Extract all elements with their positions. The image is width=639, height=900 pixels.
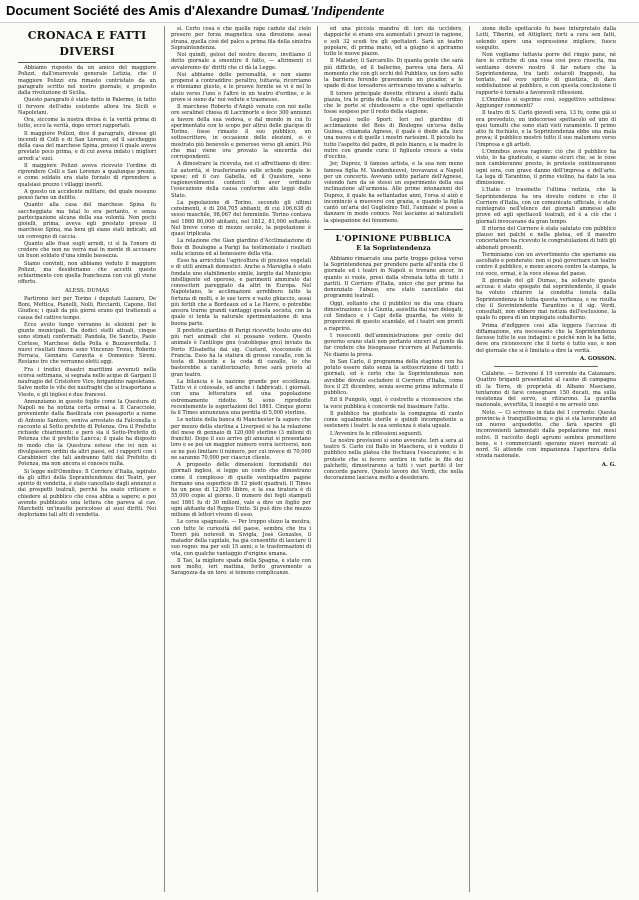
- paragraph: A dimostrare la ricevuta, noi ci affrettiamo di dire: Le autorità, si trasferiranno sulle schede pagate le spese; ed il cav. Gabella, ed il Questore, sono ragionevolmente contenti di aver ordinato l'esecuzione della causa conforme alle leggi dello Stato.: [171, 161, 311, 199]
- paragraph: Esso ha arricchita l'agricoltura di preziosi vegetali e di utili animali domestici. Anche a Marsiglia è stato fondato uno stabilimento simile, largito dal Municipio intelligente ed operoso, e parimenti ammirato dai conoscitori pareggiato da altri in Europa. Nel Napoletano, le acclimazioni avrebbero fatto la fortuna di molti, e le sue terre e vasto ghiaccio, assai più fertili che a Bordeaux ed a Le Havre, o potrebbe ancora trarne grandi vantaggi questa società, con la quale si tenta la naturale sperimentazione di una buona parte.: [171, 258, 311, 327]
- paragraph: Abbiamo risposto da un amico del maggiore Polizzi, dall'onorevole generale Letizia, che il maggiore Polizzi era rimasto contristato da un paragrafo scritto nel nostro giornale, e proposto dalla rivoluzione di Sicilia.: [18, 65, 156, 96]
- paragraph: Il Matador, il Sarcarello. Di quanta gente che sarà più difficile, ed il ballerino, pareva una fiera. Al momento che con gli occhi del Pubblico, un toro saltò la barriera ferendo gravemente un picador, e le spade di due toreadores arrivarono invano a salvarlo.: [324, 58, 463, 90]
- paragraph: Terminiamo con un avvertimento che speriamo sia ascoltato e ponderato: non si può governare un teatro contro il pubblico, e meno ancora contro la stampa, la cui voce, ormai, è la voce stessa del paese.: [476, 251, 616, 277]
- column-4: [476, 26, 616, 892]
- paragraph: Il marchese Roberto d'Angiò venuto con noi nelle ore seralinel chiesa di Lacrimorte e fece 300 annunzi a favore della sua vedova, e dal mondo in cui fu sperimentato con lo scopo per altrui delle giacque di Torino, fosse rimasto il suo pubblico, un sottoscrittore, in occasione delle elezioni, si è mostrato più benevolo e generoso verso gli amici. Più che mai viene ora provato la sincerità dei corrispondenti.: [171, 104, 311, 160]
- divider: [494, 366, 598, 367]
- paragraph: Il Tao, la migliore spada della Spagna, è stato con non molto, ieri mattina, ferito gravemente a Saragozza da un toro: si temono complicanze.: [171, 557, 311, 577]
- paragraph: Il ritorno del Corriere è stato salutato con pubblico plauso nei palchi e nella platea, ed il maestro concertatore ha ricevuto le congratulazioni di tutti gli abbonati presenti.: [476, 225, 616, 251]
- column-1: [18, 26, 156, 892]
- paragraph: I resoconti dell'amministrazione per conto del governo erano stati non pertanto sinceri al punto da far credere che bisognasse ricorrere al Parlamento. Ne diamo la prova.: [324, 332, 463, 358]
- paragraph: Il prefetto giardino di Parigi ricevette tosto uno dei più rari animali che si possano vedere. Questo animale è l'antilope gnu (catoblepas gnu) inviato da Porto Elisabetta dai sig. Custard, viceconsole di Francia. Esso ha la statura di grosso cavallo, con la testa di bisonte e la coda di cavallo, lo che basterebbe a caratterizzarlo; forse sarà presto al gran teatro.: [171, 327, 311, 378]
- paragraph: Calabrie. — Scrivono il 19 corrente da Catanzaro. Quattro briganti presentatisi al casino di campagna di la Torre, di proprietà di Albano Masciano, tentarono di farsi consegnare 150 ducati, ma sulla resistenza del servo, si ritirarono. La guardia nazionale, avvertita, li inseguì e ne arrestò uno.: [476, 371, 616, 409]
- column-3: [324, 26, 463, 892]
- paragraph: La popolazione di Torino, secondo gli ultimi censimenti, è di 204,705 abitanti, di cui 106,638 di sesso maschile, 98,067 del femminile. Torino contava nel 1860 80,000 abitanti, nel 1812, 81,000 soltanto. Nel breve corso di mezzo secolo, la popolazione è quasi triplicata.: [171, 199, 311, 237]
- paragraph: In San Carlo, il programma della stagione non ha potuto essere dato senza la sottoscrizione di tutti i giornali, ed è certo che la Soprintendenza non avrebbe dovuto escludere il Corriere d'Italia, come fece il 25 dicembre, senza averne prima informato il pubblico.: [324, 358, 463, 396]
- paragraph: A questo un accidente militare, del quale nessuno pensò farne un delitto.: [18, 188, 156, 201]
- section-heading-cronaca: CRONACA E FATTI DIVERSI: [18, 28, 156, 63]
- paragraph: Noi abbiamo delle personalità, e non siamo propensi a contraddire: peraltro, tuttavia, ricorriamo e riteniamo giusto, e le pruove fornite se vi è nel lo stato verso l'uno o l'altro in un teatro d'ordine, e le prove si sieno da' noi vedute e trasmesse.: [171, 71, 311, 103]
- newspaper-masthead: L'Indipendente: [302, 3, 385, 18]
- paragraph: Si legge nell'Omnibus: Il Corriere d'Italia, ispirato da gli uffici della Sopraintendenza dei Teatri, per spirito di vendetta, è stato cancellato dagli annunzi e dai prospetti teatrali, perchè ha osato criticare e chiedere al pubblico che cosa abbia a sapere; e poi avendo pubblicato una lettera che pareva al cav. Marchetti un'insulto pericoloso ai suoi diritti. Noi deploriamo tali atti di vendetta.: [18, 468, 156, 519]
- signature-gosson: A. GOSSON.: [579, 355, 616, 362]
- paragraph: L'Italie ci trasmette l'ultima notizia, che la Soprintendenza ha ora dovuto cedere e che il Corriere d'Italia, con un comunicato ufficiale, è stato reintegrato nell'elenco dei giornali ammessi alle prove ed agli spettacoli teatrali, ed è a ciò che i giornali invocavano da gran tempo.: [476, 187, 616, 225]
- paragraph: Jer, Duprez, il famoso artista, e la sua non meno famosa figlia M. Vandenheuvel, trovavansi a Napoli per un concerto. Avevano udito parlare dell'Agnese, volendo fare da sè stessi un esperimento della sua inclinazione all'armonia. Alle prime intonazioni del Duprez, il quale ha settantadue anni, l'orsa si alzò e incominciò a muoversi con grazia, e quando la figlia cantò un'aria del Guglielmo Tell, l'animale si pose a danzare in modo comico. Noi lasciamo ai naturalisti la spiegazione del fenomeno.: [324, 161, 463, 224]
- document-title: Document Société des Amis d'Alexandre Dumas: [6, 3, 305, 18]
- column-rule: [317, 26, 318, 892]
- paragraph: La relazione che Gian giardino d'Acclimatazione di Bois di Boulogne a Parigi ha testimoniato i risultati sulla scienza ed al benessere della vita.: [171, 238, 311, 257]
- signature-ag: A. G.: [601, 461, 616, 468]
- paragraph: Ed il Pungolo, oggi, è costretto a riconoscere che la voce pubblica è concorde nel biasimare l'atto.: [324, 397, 463, 410]
- paragraph: La bilancia è la nazione grande per eccellenza. Tutto vi è colossale, ed anche i fabbricati, i giornali, con una letteratura ed una popolazione estremamente ridotte. Si sono riprodotte recentemente le esportazioni del 1861. Cinque giorni fa il Times annunziava una perdita di 5,000 sterline.: [171, 378, 311, 416]
- paragraph: Siamo convinti, non abbiamo veduto il maggiore Polizzi, ma desideriamo che accetti questo schiarimento con quella franchezza con cui gli viene offerto.: [18, 260, 156, 286]
- column-2: [171, 26, 311, 892]
- column-rule: [469, 26, 470, 892]
- paragraph: A proposito delle dimensioni formidabili dei giornali inglesi, si legge un conto che dimostrano come il complesso di quelle ventiquattro pagine formano una superficie di 12 piedi quadrati. Il Times ha un peso di 12,500 libbre, e la sua tiratura è di 55,000 copie al giorno. Il numero dei fogli stampati nel 1861 fu di 30 milioni, vale a dire un foglio per ogni abitante del Regno Unito. Si può dire che mezzo milione di lettori vivono di esso.: [171, 462, 311, 518]
- paragraph: Annunziamo in questo foglio come la Questura di Napoli ne ha notizia certa ormai a. Il Caracciolo, proveniente dalla Basilicata con passaporto a nome di Antonio Santoro, veniva arrestato da Falconella e racconto al Sotto prefetto di Potenza. Ora il Prefetto richiede chiarimenti; e però sia il Sotto-Prefetto di Potenza che il prefetto Lancca; il quale ha disposto in modo che la Questura estese che ivi non si divulgassero ordini da altri paesi, ed i rapporti con i Carabinieri che tali andranno fatti dal Prefetto di Potenza, ma non ancora si conosce nulla.: [18, 398, 156, 468]
- paragraph: Leggesi nello Sport: Ieri nel giardino di acclimazione del Bois di Boulogne un'orsa della Guinea, chiamata Agnese, il quale è diede alla luce una nuova e di quelle i mostri rarissimi. Il piccolo ha tutto l'aspetto del padre, di pelo bianco, e la madre lo nutre con grande cura: il figliuolo cresce a vista d'occhio.: [324, 116, 463, 160]
- paragraph: Le corse spagnuole. — Per troppo stizzo la mostra, con tutte le curiosità del paese, sembra che tra i Toreri più notevoli in Sivigla, Josè Gonzales, il matador della capitale, ha già consentito di lasciare il suo regno: ma per soli 15 anni; e le trasformazioni di vita, con qualche vantaggio d'origine umana.: [171, 519, 311, 557]
- signature-dumas: ALESS. DUMAS: [65, 287, 109, 294]
- paragraph: Il torero principale dovette ritirarsi a stenti dalla piazza, tra le grida della folla: e il Presidente ordinò che le porte si chiudessero e che ogni spettacolo fosse sospeso per il resto della stagione.: [324, 90, 463, 116]
- paragraph: Noi quindi, gelosi del nostro decoro, invitiamo il detto giornale a smentire il fatto, — altrimenti ci avvaleremo de' diritti che ci dà la Legge.: [171, 52, 311, 71]
- paragraph: ed una piccola mandra di tori da uccidere, dappoichè si erano ora aumentati i prezzi in ragione, e soli 32 scudi tra gli spettatori. Sarà un teatro popolare, di prima mano, ed a giugno si apriranno tutte le nuove piazze.: [324, 26, 463, 57]
- title-bar: [0, 0, 639, 23]
- paragraph: Fra i tredici disastri marittimi avvenuti nella scorsa settimana, si segnala nelle acque di Gargani il naufragio del Cristoforo Vico, brigantino napoletano. Salve molte le vite dei naufraghi che si trasportano a Vieste, e gli inglesi e due francesi.: [18, 366, 156, 398]
- paragraph: zione dello spettacolo fu base interpretato dalla Lotti, Tiberini, ed Attiglieri; forti a cera sen fatti, solendo opere una espressione migliore, fuoco eseguito.: [476, 26, 616, 51]
- section-subheading: E la Soprintendenza: [356, 243, 431, 252]
- paragraph: L'Omnibus si esprime così, soggettivo sottolinea: Aggiunger commenti?: [476, 96, 616, 109]
- paragraph: Quanto alle frasi sugli arredi, ci si fa l'onore di credere che non ne verrà mai in mente di accusare un buon soldato d'una simile bassezza.: [18, 240, 156, 260]
- section-heading-opinione: L'OPINIONE PUBBLICA: [324, 229, 463, 244]
- paragraph: Le nostre previsioni si sono avverate. Ieri a sera al teatro S. Carlo col Ballo in Maschera, si è veduto il pubblico nella platea che fischiava l'esecuzione; e le proteste che si fecero sentire in tutte le file dei palchetti, dimostrarono a tutti i vari partiti il lor concorde parere. Questo lavoro del Verdi, che nella decorazione lasciava molto a desiderare.: [324, 437, 463, 482]
- paragraph: Il pubblico ha giudicato la compagnia di canto come egualmente sterile e quindi incompetente a sostenere i teatri: la sua sentenza è stata uguale.: [324, 410, 463, 430]
- paragraph: Abbiamo rimarcato una parte troppo gelosa verso la Soprintendenza per prendere parte all'unità che il giornale ed i teatri in Napoli si trovano ancor, in quanto si vuole, presi dalla sfrenata lotta di tutti i partiti. Il Corriere d'Italia, unico che per primo ha denunziato l'abuso, era stato cancellato dai programmi teatrali.: [324, 255, 463, 300]
- paragraph: L'Omnibus aveva ragione: ciò che il pubblico ha visto, lo ha giudicato, e siamo sicuri che, se le cose non cambieranno presto, le proteste continueranno ogni sera, con grave danno dell'impresa e dell'arte. La lega di Tarantino, il primo violino, ha dato la sua dimissione.: [476, 148, 616, 186]
- paragraph: Il maggiore Polizzi, dice il paragrafo, diresse gli incendi di Colli e di San Lorenzo, ed il saccheggio della casa del marchese Spina, presso il quale aveva prestato poco prima, e di cui aveva indato i migliori arredi a' suoi.: [18, 130, 156, 162]
- paragraph: Oggi, soltanto che il pubblico ne dia una chiara dimostrazione: e la Giunta, assistita dai vari delegati, col Sindaco e i Capi della guardia, ha visto le proporzioni di questo scandalo, ed i teatri son pronti a riaprirsi.: [324, 300, 463, 332]
- paragraph: Non vogliamo tuttavia porre del ringio pane, né fare le critiche di una cosa così poco riuscita, ma sentiamo dovere nostro il far notare che la Soprintendenza, tra tanti ostacoli frapposti, ha tentato, nel vero spirito di giustizia, di dare soddisfazione al pubblico, e con questa conclusione il rapporto è tornato a favorevoli riflessioni.: [476, 52, 616, 96]
- paragraph: Il maggiore Polizzi aveva ricevuto l'ordine di riprendere Colli e San Lorenzo a qualunque prezzo, e come soldato era stato forzato di riprendere a qualsiasi prezzo i villaggi insorti.: [18, 162, 156, 188]
- paragraph: Prima d'inflggere così alla leggera l'accusa di diffamazione, era necessario che la Soprintendenza facesse tutte le sue indagini; e poiché non le ha fatte, deve ora riconoscere che il torto è tutto suo, e non del giornale che si è limitato a dire la verità.: [476, 322, 616, 354]
- paragraph: Le notizie della banca di Manchester fa sapere che per mezzo della sterlina a Liverpool si ha la relazione del mese di gennaio di 120,000 sterline (3 milioni di franchi). Dopo il suo arrivo gli annunzi si presentano loro e se poi un maggior numero vorrà iscriversi, non se ne può limitare il numero, per cui invece di 70,000 ne saranno 70,000 per ciascun cliente.: [171, 417, 311, 461]
- paragraph: Ecco avuto lungo verranno le elezioni per le giunte municipali. Da dodici stelli attuali, cinque sono stimati confermati: Pandola, De Sanctis, Paolo Cortese, Marchese della Polla e Buzzaverdella. I nuovi risultati finora sono Vincenzo Troisi, Roberto Ferraca, Gennaro Caravita e Domenico Sireni. Restano tre che verranno eletti oggi.: [18, 321, 156, 366]
- paragraph: L'Avvenire fa le riflessioni seguenti.: [330, 430, 423, 437]
- paragraph: Noto. — Ci scrivono in data del 1 corrente: Questa provincia è tranquillissima; e già si sta lavorando ad un nuovo acquedotto, che farà sparire gli inconvenienti lamentati dalla popolazione nei mesi estivi. Il raccolto degli agrumi sembra promettere bene, e i commercianti sperano nuovi mercati al nord. Si attende con impazienza l'apertura della strada nazionale.: [476, 409, 616, 460]
- paragraph: Partirono ieri per Torino i deputati Lazzaro, De Boni, Mettica, Pianelli, Nolli, Ricciardi, Capone, Del Giudice; i quali da più giorni erano qui trattenuti a causa del cattivo tempo.: [18, 295, 156, 321]
- paragraph: Ora, siccome la nostra divisa è: la verità prima di tutto, ecco la verità, dopo errori rapportati.: [18, 117, 156, 130]
- paragraph: Il teatro di S. Carlo giovedì sera, 13 fu, come già si era preveduto, un indecoroso spettacolo ed uno di quei tumulti che sono stati visti raramente. Il primo atto fu fischiato, e la Soprintendenza ebbe una mala prova; il pubblico mostrò tutto il suo malumore verso l'impresa e gli artisti.: [476, 110, 616, 148]
- paragraph: Il giornale del gli Dumas, ha sollevato questa accusa: è stato spiegato dal soprintendente, il quale ha voluto chiarire la condotta tenuta dalla Soprintendenza in tutta questa vertenza, e ne risulta che il Sovrintendente Tarantino e il sig. Verdi, consultati, non ebbero mai notizia dell'esclusione, la quale fu opera di un impiegato subalterno.: [476, 277, 616, 322]
- paragraph: Quanto alla casa del marchese Spina fu saccheggiata ma fatal lo era pertanto, e senza partecipazione alcuna della sua volontà. Non pochi gioielli, prima, aveva egli prestato presso il marchese Spina, ma beni gli siano stati indicati, ad un convegno di caccia.: [18, 202, 156, 240]
- column-rule: [164, 26, 165, 892]
- paragraph: si. Certo cosa è che quelle rape cadute dal cielo presero per forza magnetica una direzione assai strana, quella cioè del palco a prima fila della sinistra Sopraintendenza.: [171, 26, 311, 51]
- paragraph: Questo paragrafo è stato detto in Palermo, in tutto il fervore dell'odio esistente allora tra Sicili e Napoletani.: [18, 97, 156, 116]
